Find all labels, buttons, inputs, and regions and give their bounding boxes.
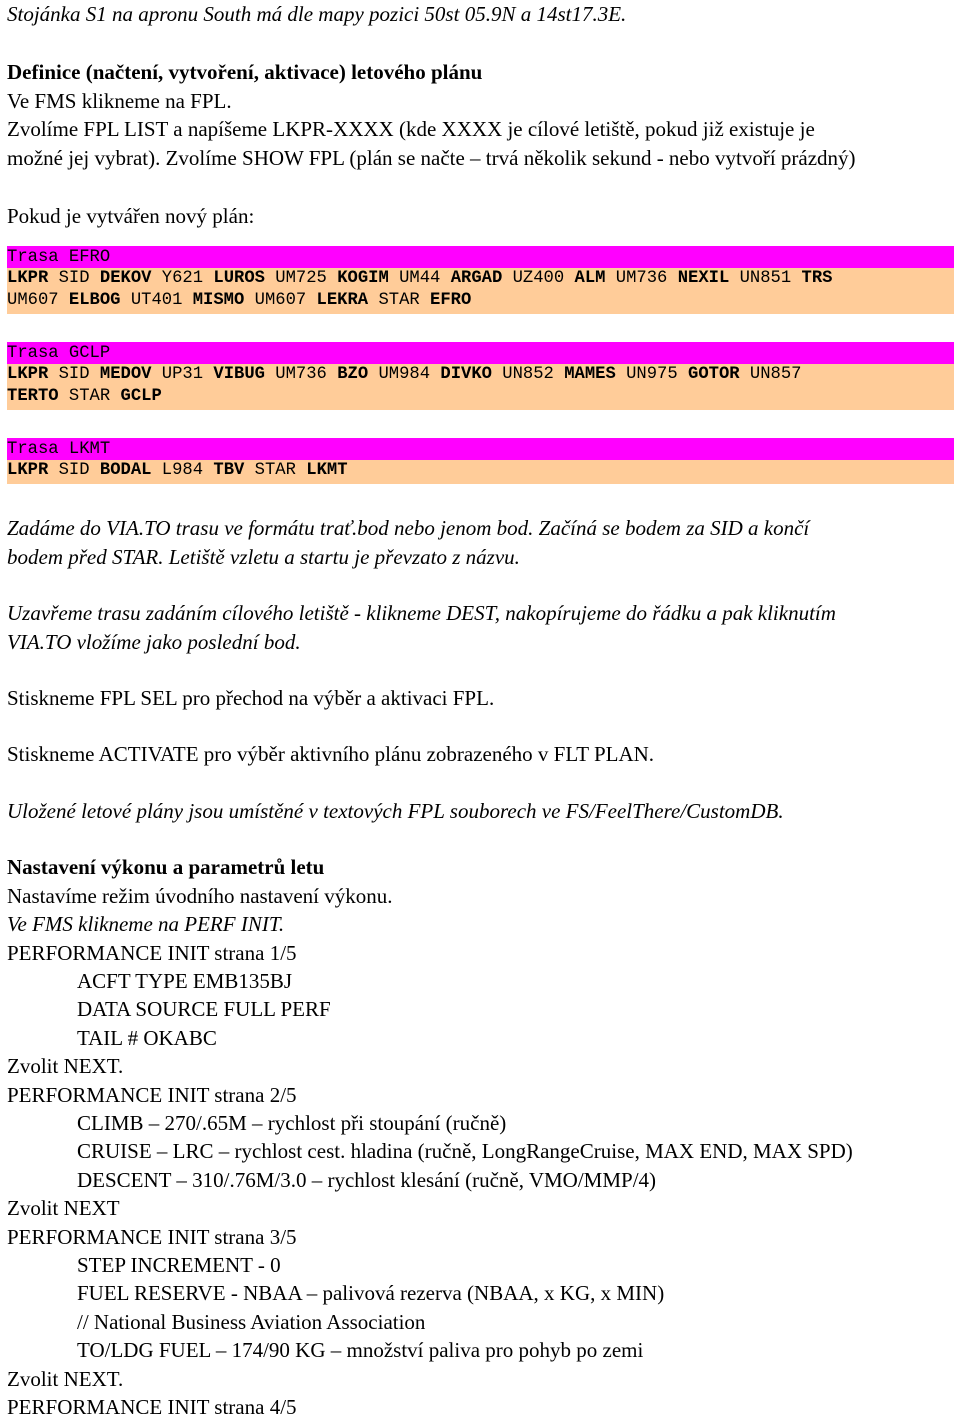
route-gclp (7, 342, 954, 410)
route-header: Trasa LKMT (7, 438, 954, 460)
perf-heading: Nastavení výkonu a parametrů letu (7, 855, 325, 880)
route-waypoint: LKPR (7, 269, 49, 289)
route-line (7, 268, 954, 290)
route-waypoint: VIBUG (213, 365, 265, 385)
route-waypoint: LEKRA (316, 291, 369, 311)
route-airway: STAR (68, 387, 111, 407)
route-airway: STAR (254, 461, 296, 481)
new-plan-label: Pokud je vytvářen nový plán: (7, 204, 255, 229)
route-header: Trasa GCLP (7, 342, 954, 364)
perf-p2-item: CRUISE – LRC – rychlost cest. hladina (ručně, LongRangeCruise, MAX END, MAX SPD) (77, 1139, 853, 1164)
route-airway: SID (58, 269, 90, 289)
route-waypoint: LKMT (306, 461, 348, 481)
perf-fms-note: Ve FMS klikneme na PERF INIT. (7, 912, 285, 937)
fpl-sel-note: Stiskneme FPL SEL pro přechod na výběr a aktivaci FPL. (7, 686, 495, 711)
perf-p2-item: CLIMB – 270/.65M – rychlost při stoupání (ručně) (77, 1110, 507, 1135)
route-waypoint: TERTO (7, 387, 59, 407)
stand-position-note: Stojánka S1 na apronu South má dle mapy pozici 50st 05.9N a 14st17.3E. (7, 2, 627, 26)
via-line-1: Zadáme do VIA.TO trasu ve formátu trať.bod nebo jenom bod. Začíná se bodem za SID a končí (7, 516, 810, 541)
route-waypoint: ELBOG (68, 291, 121, 311)
route-waypoint: DEKOV (99, 269, 152, 289)
perf-page-3: PERFORMANCE INIT strana 3/5 (7, 1224, 297, 1249)
perf-p1-item: ACFT TYPE EMB135BJ (77, 968, 293, 993)
perf-p1-item: DATA SOURCE FULL PERF (77, 997, 331, 1022)
fpl-heading: Definice (načtení, vytvoření, aktivace) letového plánu (7, 60, 483, 85)
route-waypoint: KOGIM (337, 269, 389, 289)
route-waypoint: MEDOV (99, 365, 152, 385)
fpl-line-3: možné jej vybrat). Zvolíme SHOW FPL (plán se načte – trvá několik sekund - nebo vytvoří prázdný) (7, 145, 856, 170)
route-waypoint: MAMES (564, 365, 616, 385)
route-airway: SID (58, 461, 90, 481)
perf-p2-item: DESCENT – 310/.76M/3.0 – rychlost klesání (ručně, VMO/MMP/4) (77, 1167, 657, 1192)
perf-page-2: PERFORMANCE INIT strana 2/5 (7, 1082, 297, 1107)
route-waypoint: BODAL (99, 461, 152, 481)
route-line (7, 460, 954, 482)
route-waypoint: NEXIL (677, 269, 730, 289)
via-line-2: bodem před STAR. Letiště vzletu a startu je převzato z názvu. (7, 544, 520, 569)
route-waypoint: BZO (337, 365, 369, 385)
route-waypoint: TBV (213, 461, 245, 481)
route-body (7, 364, 954, 410)
route-waypoint: MISMO (192, 291, 245, 311)
fpl-line-2: Zvolíme FPL LIST a napíšeme LKPR-XXXX (kde XXXX je cílové letiště, pokud již existuje je (7, 117, 815, 142)
route-airway: STAR (378, 291, 420, 311)
perf-p3-item: // National Business Aviation Association (77, 1309, 426, 1334)
route-airway: UM725 (275, 269, 327, 289)
route-airway: UM607 (254, 291, 307, 311)
route-waypoint: ARGAD (450, 269, 503, 289)
perf-p3-item: STEP INCREMENT - 0 (77, 1252, 281, 1277)
route-body (7, 460, 954, 484)
route-line (7, 386, 954, 408)
route-airway: L984 (161, 461, 204, 481)
route-lkmt (7, 438, 954, 484)
route-waypoint: LUROS (213, 269, 265, 289)
route-airway: UN975 (626, 365, 678, 385)
route-airway: UM984 (378, 365, 431, 385)
route-airway: UM607 (7, 291, 59, 311)
route-waypoint: DIVKO (440, 365, 492, 385)
saved-plans-note: Uložené letové plány jsou umístěné v textových FPL souborech ve FS/FeelThere/CustomDB. (7, 798, 784, 823)
route-line (7, 290, 954, 312)
perf-page-1: PERFORMANCE INIT strana 1/5 (7, 940, 297, 965)
route-airway: UP31 (161, 365, 204, 385)
perf-next-1: Zvolit NEXT. (7, 1054, 124, 1079)
route-airway: UN857 (749, 365, 802, 385)
perf-intro: Nastavíme režim úvodního nastavení výkonu. (7, 883, 393, 908)
route-airway: UZ400 (512, 269, 565, 289)
activate-note: Stiskneme ACTIVATE pro výběr aktivního plánu zobrazeného v FLT PLAN. (7, 742, 655, 767)
perf-p3-item: TO/LDG FUEL – 174/90 KG – množství paliva pro pohyb po zemi (77, 1338, 644, 1363)
route-body (7, 268, 954, 314)
perf-page-4: PERFORMANCE INIT strana 4/5 (7, 1395, 297, 1419)
route-airway: UT401 (130, 291, 183, 311)
route-waypoint: EFRO (430, 291, 472, 311)
perf-next-2: Zvolit NEXT (7, 1196, 120, 1221)
route-waypoint: LKPR (7, 461, 49, 481)
route-waypoint: LKPR (7, 365, 49, 385)
route-airway: UM736 (615, 269, 668, 289)
route-airway: UN851 (739, 269, 792, 289)
route-waypoint: ALM (574, 269, 606, 289)
route-airway: SID (58, 365, 90, 385)
dest-line-2: VIA.TO vložíme jako poslední bod. (7, 629, 301, 654)
route-airway: Y621 (161, 269, 204, 289)
fpl-line-1: Ve FMS klikneme na FPL. (7, 88, 232, 113)
perf-next-3: Zvolit NEXT. (7, 1366, 124, 1391)
route-efro (7, 246, 954, 314)
route-line (7, 364, 954, 386)
perf-p1-item: TAIL # OKABC (77, 1025, 217, 1050)
route-waypoint: GOTOR (688, 365, 740, 385)
perf-p3-item: FUEL RESERVE - NBAA – palivová rezerva (NBAA, x KG, x MIN) (77, 1281, 665, 1306)
route-waypoint: GCLP (120, 387, 162, 407)
route-airway: UM44 (399, 269, 441, 289)
dest-line-1: Uzavřeme trasu zadáním cílového letiště - klikneme DEST, nakopírujeme do řádku a pak kliknutím (7, 601, 836, 626)
route-header: Trasa EFRO (7, 246, 954, 268)
route-airway: UM736 (275, 365, 327, 385)
route-airway: UN852 (502, 365, 554, 385)
route-waypoint: TRS (801, 269, 833, 289)
